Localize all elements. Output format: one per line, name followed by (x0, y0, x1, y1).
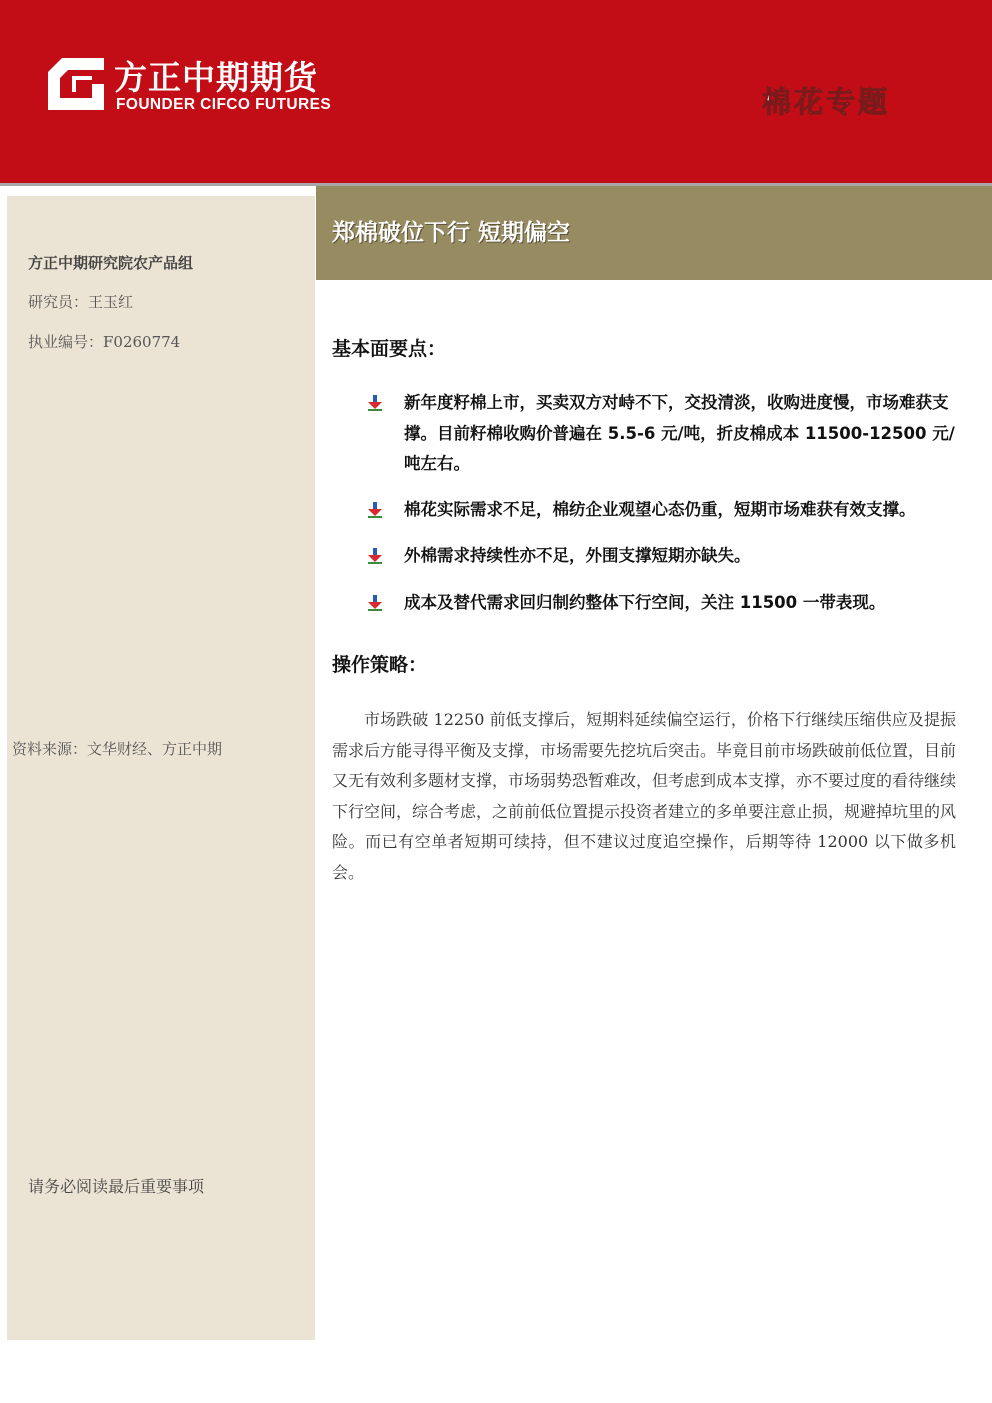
list-item (366, 588, 966, 619)
report-topic: 棉花专题 (762, 85, 891, 119)
strategy-paragraph: 市场跌破 12250 前低支撑后，短期料延续偏空运行，价格下行继续压缩供应及提振需求后方能寻得平衡及支撑，市场需要先挖坑后突击。毕竟目前市场跌破前低位置，目前又无有效利多题材支撑，市场弱势恐暂难改，但考虑到成本支撑，亦不要过度的看待继续下行空间，综合考虑，之前前低位置提示投资者建立的多单要注意止损，规避掉坑里的风险。而已有空单者短期可续持，但不建议过度追空操作，后期等待 12000 以下做多机会。 (332, 710, 957, 882)
title-banner (316, 186, 992, 280)
fundamentals-list (366, 388, 966, 618)
company-name-en: FOUNDER CIFCO FUTURES (116, 96, 332, 113)
strategy-heading: 操作策略： (332, 654, 428, 676)
arrow-bullet-icon (366, 594, 384, 612)
bullet-text: 新年度籽棉上市，买卖双方对峙不下，交投清淡，收购进度慢，市场难获支撑。目前籽棉收购价普遍在 5.5-6 元/吨，折皮棉成本 11500-12500 元/吨左右。 (404, 393, 955, 473)
arrow-bullet-icon (366, 394, 384, 412)
license-number: 执业编号：F0260774 (28, 333, 181, 351)
sidebar-panel (7, 196, 315, 1340)
bullet-text: 外棉需求持续性亦不足，外围支撑短期亦缺失。 (404, 546, 751, 565)
bullet-text: 棉花实际需求不足，棉纺企业观望心态仍重，短期市场难获有效支撑。 (404, 499, 916, 519)
fundamentals-heading: 基本面要点： (332, 338, 447, 360)
bullet-text: 成本及替代需求回归制约整体下行空间，关注 11500 一带表现。 (404, 592, 886, 612)
list-item (366, 541, 966, 572)
arrow-bullet-icon (366, 501, 384, 519)
data-source: 资料来源：文华财经、方正中期 (12, 740, 223, 758)
report-title: 郑棉破位下行 短期偏空 (332, 220, 571, 246)
disclaimer-notice: 请务必阅读最后重要事项 (28, 1177, 205, 1196)
founder-logo-icon (48, 58, 104, 110)
list-item (366, 388, 966, 480)
arrow-bullet-icon (366, 547, 384, 565)
company-name-cn: 方正中期期货 (114, 58, 318, 97)
researcher-name: 研究员：王玉红 (28, 293, 134, 311)
research-group: 方正中期研究院农产品组 (28, 254, 194, 272)
report-header (0, 0, 992, 183)
list-item (366, 495, 966, 526)
